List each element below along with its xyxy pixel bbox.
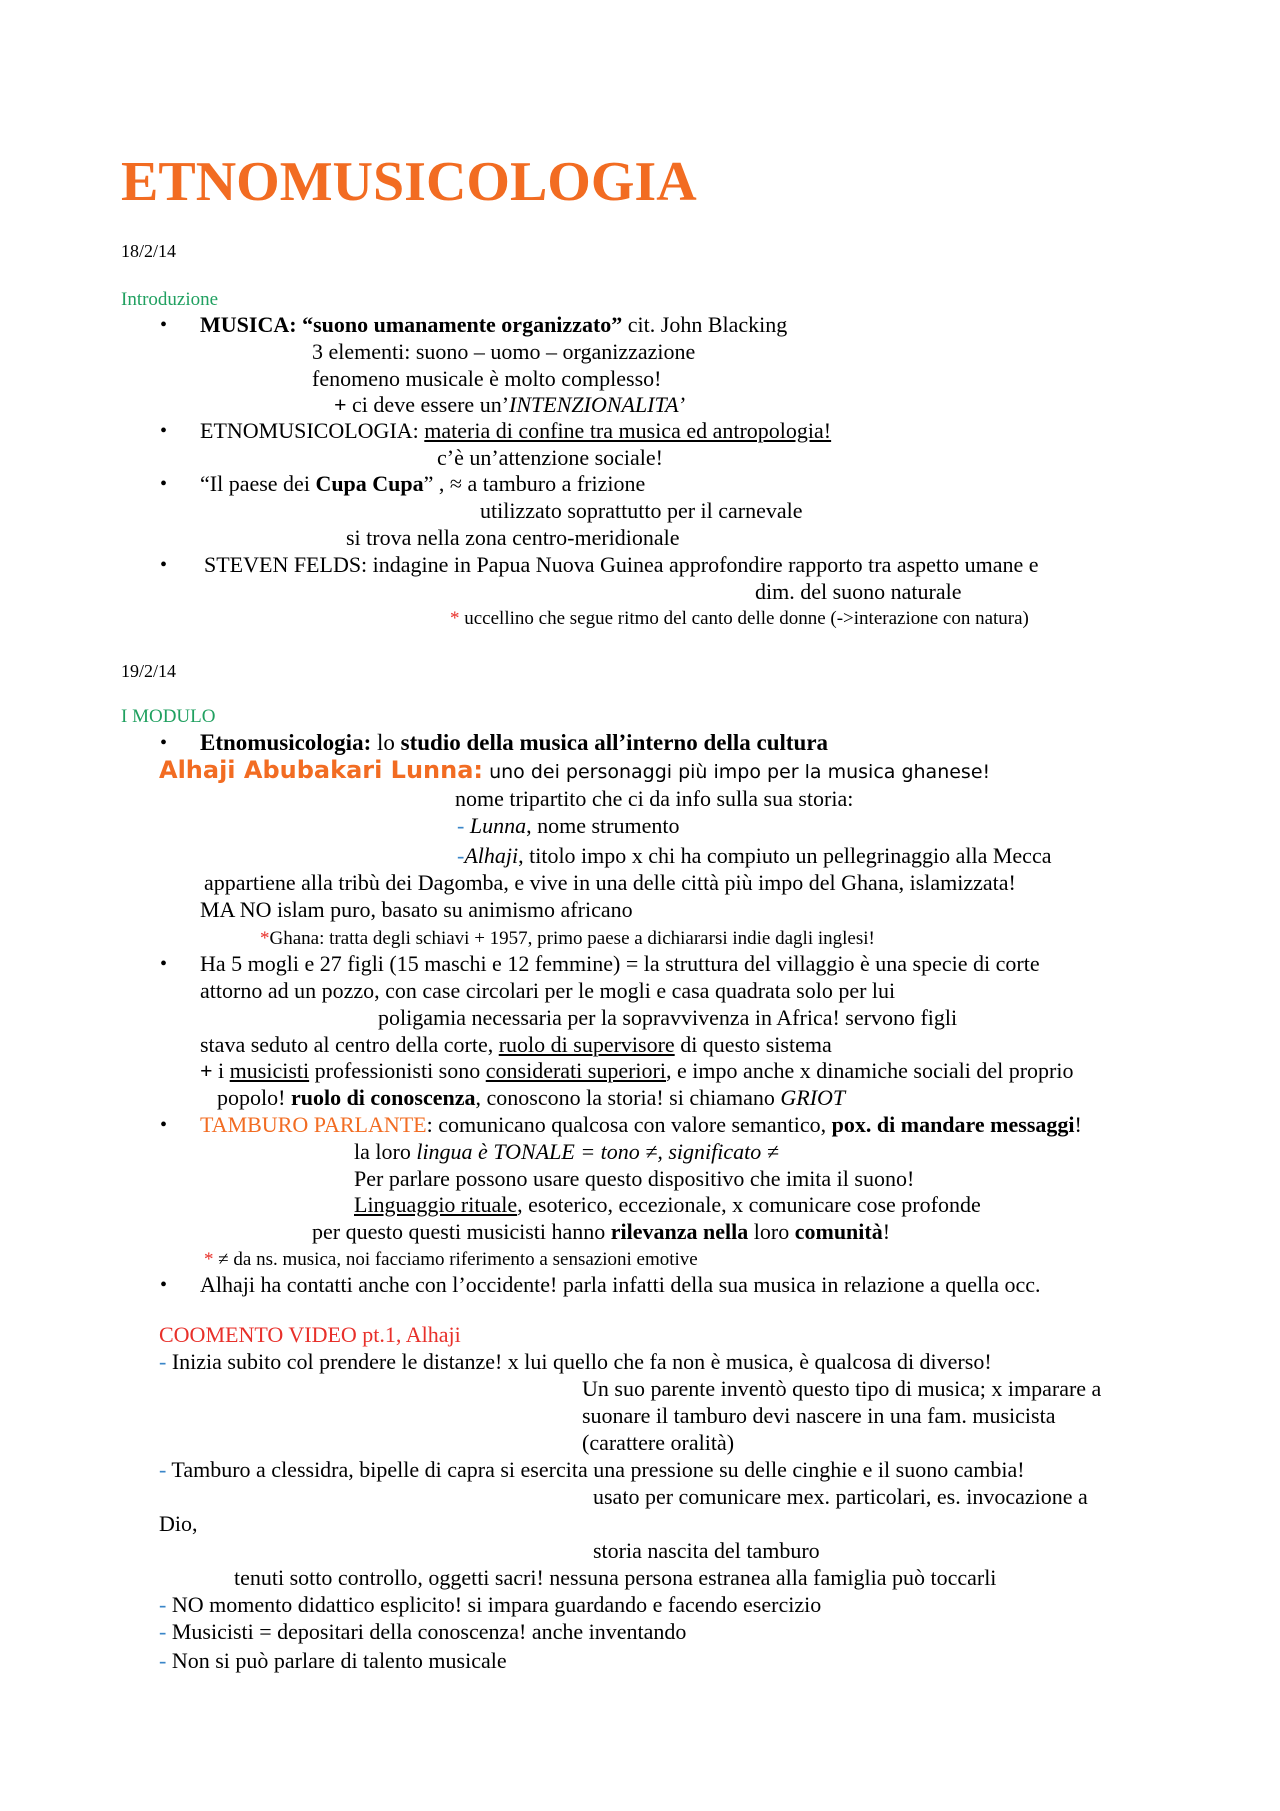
emotive-note-text: ≠ da ns. musica, noi facciamo riferimento a sensazioni emotive bbox=[213, 1249, 698, 1270]
mogli-l5c: professionisti sono bbox=[309, 1058, 486, 1083]
dash-marker: - bbox=[159, 1648, 167, 1673]
video-l7: Dio, bbox=[159, 1511, 198, 1536]
bullet-marker: • bbox=[160, 473, 168, 495]
section-heading-modulo: I MODULO bbox=[121, 706, 216, 727]
modulo-line bbox=[200, 730, 828, 756]
dash-marker: - bbox=[159, 1592, 167, 1617]
mogli-l4c: di questo sistema bbox=[674, 1032, 832, 1057]
tamburo-l5c: loro bbox=[748, 1219, 795, 1244]
video-l3: suonare il tamburo devi nascere in una fam. musicista bbox=[582, 1403, 1056, 1428]
etno-social: c’è un’attenzione sociale! bbox=[437, 445, 663, 470]
alhaji-name: Alhaji Abubakari Lunna: bbox=[159, 756, 484, 784]
alhaji-desc: uno dei personaggi più impo per la musica ghanese! bbox=[483, 761, 991, 783]
musicisti: musicisti bbox=[229, 1058, 310, 1083]
musica-complex: fenomeno musicale è molto complesso! bbox=[312, 366, 662, 391]
dash-marker: - bbox=[457, 813, 465, 838]
date-1: 18/2/14 bbox=[121, 241, 177, 261]
griot: GRIOT bbox=[780, 1085, 846, 1110]
cupa-a: “Il paese dei bbox=[200, 471, 316, 496]
alhaji-lunna-line bbox=[457, 813, 679, 839]
tamburo-l5a: per questo questi musicisti hanno bbox=[312, 1219, 611, 1244]
etno-definition: materia di confine tra musica ed antropologia! bbox=[424, 418, 832, 443]
asterisk-marker: * bbox=[260, 928, 270, 949]
video-l6: usato per comunicare mex. particolari, es. invocazione a bbox=[593, 1484, 1088, 1509]
rilevanza: rilevanza nella bbox=[610, 1219, 749, 1244]
dash-marker: - bbox=[159, 1619, 167, 1644]
asterisk-marker: * bbox=[450, 608, 460, 629]
cupa-zona: si trova nella zona centro-meridionale bbox=[346, 525, 680, 550]
musica-intent-line bbox=[334, 392, 685, 418]
mogli-l5a: i bbox=[212, 1058, 230, 1083]
alhaji-lunna-desc: , nome strumento bbox=[526, 813, 680, 838]
dash-marker: - bbox=[159, 1349, 167, 1374]
video-l1 bbox=[159, 1349, 992, 1375]
contatti-line: Alhaji ha contatti anche con l’occidente! parla infatti della sua musica in relazione a quella occ. bbox=[200, 1272, 1041, 1297]
musica-label: MUSICA: bbox=[200, 312, 297, 337]
video-l1-text: Inizia subito col prendere le distanze! x lui quello che fa non è musica, è qualcosa di diverso! bbox=[166, 1349, 992, 1374]
alhaji-nome: nome tripartito che ci da info sulla sua storia: bbox=[455, 786, 854, 811]
etno-label: ETNOMUSICOLOGIA bbox=[200, 418, 413, 443]
video-l2: Un suo parente inventò questo tipo di musica; x imparare a bbox=[582, 1376, 1102, 1401]
emotive-note bbox=[204, 1247, 698, 1273]
cupa-name: Cupa Cupa bbox=[315, 471, 424, 496]
ruolo-conoscenza: ruolo di conoscenza bbox=[290, 1085, 476, 1110]
tamburo-l2 bbox=[354, 1139, 779, 1165]
mogli-l4a: stava seduto al centro della corte, bbox=[200, 1032, 499, 1057]
alhaji-title: Alhaji bbox=[464, 843, 519, 868]
tamburo-label: TAMBURO PARLANTE bbox=[200, 1112, 427, 1137]
cupa-c: ” , ≈ a tamburo a frizione bbox=[423, 471, 646, 496]
mogli-l2: attorno ad un pozzo, con case circolari per le mogli e casa quadrata solo per lui bbox=[200, 978, 896, 1003]
alhaji-line bbox=[159, 757, 990, 785]
considerati-superiori: considerati superiori bbox=[485, 1058, 666, 1083]
bullet-marker: • bbox=[160, 314, 168, 336]
feld-note bbox=[450, 606, 1029, 632]
musica-intent-a: ci deve essere un’ bbox=[346, 392, 510, 417]
alhaji-dagomba: appartiene alla tribù dei Dagomba, e vive in una delle città più impo del Ghana, islamizzata! bbox=[204, 870, 1016, 895]
video-l11-text: Musicisti = depositari della conoscenza! anche inventando bbox=[166, 1619, 687, 1644]
bullet-marker: • bbox=[160, 554, 168, 576]
bullet-marker: • bbox=[160, 420, 168, 442]
mogli-l5e: , e impo anche x dinamiche sociali del proprio bbox=[665, 1058, 1074, 1083]
alhaji-islam: MA NO islam puro, basato su animismo africano bbox=[200, 897, 633, 922]
ghana-note bbox=[260, 926, 875, 952]
video-l9: tenuti sotto controllo, oggetti sacri! nessuna persona estranea alla famiglia può toccarli bbox=[234, 1565, 997, 1590]
etno-line bbox=[200, 418, 831, 444]
date-2: 19/2/14 bbox=[121, 661, 177, 681]
mogli-l4 bbox=[200, 1032, 832, 1058]
musica-elements: 3 elementi: suono – uomo – organizzazione bbox=[312, 339, 696, 364]
bullet-marker: • bbox=[160, 1274, 168, 1296]
bullet-marker: • bbox=[160, 1114, 168, 1136]
mogli-l3: poligamia necessaria per la sopravvivenza in Africa! servono figli bbox=[378, 1005, 958, 1030]
bullet-marker: • bbox=[160, 953, 168, 975]
alhaji-lunna: Lunna bbox=[469, 813, 527, 838]
tamburo-l4 bbox=[354, 1192, 981, 1218]
tamburo-l4b: , esoterico, eccezionale, x comunicare cose profonde bbox=[517, 1192, 981, 1217]
modulo-def: studio della musica all’interno della cultura bbox=[400, 730, 829, 755]
document-title: ETNOMUSICOLOGIA bbox=[121, 151, 697, 213]
modulo-label: Etnomusicologia: bbox=[200, 730, 372, 755]
mogli-l1: Ha 5 mogli e 27 figli (15 maschi e 12 femmine) = la struttura del villaggio è una specie di corte bbox=[200, 951, 1040, 976]
tamburo-l5 bbox=[312, 1219, 890, 1245]
video-l5-text: Tamburo a clessidra, bipelle di capra si esercita una pressione su delle cinghie e il suono cambia! bbox=[166, 1457, 1025, 1482]
video-l10-text: NO momento didattico esplicito! si impara guardando e facendo esercizio bbox=[166, 1592, 822, 1617]
etno-colon: : bbox=[412, 418, 425, 443]
cupa-line bbox=[200, 471, 645, 497]
feld-dim: dim. del suono naturale bbox=[755, 579, 962, 604]
musica-quote: “suono umanamente organizzato” bbox=[302, 312, 623, 337]
video-l12-text: Non si può parlare di talento musicale bbox=[166, 1648, 507, 1673]
tamburo-messaggi: pox. di mandare messaggi bbox=[831, 1112, 1075, 1137]
ruolo-supervisore: ruolo di supervisore bbox=[498, 1032, 675, 1057]
musica-line bbox=[200, 312, 787, 338]
dash-marker: - bbox=[457, 843, 465, 868]
video-l12 bbox=[159, 1648, 507, 1674]
cupa-carnevale: utilizzato soprattutto per il carnevale bbox=[480, 498, 803, 523]
tamburo-l2a: la loro bbox=[354, 1139, 417, 1164]
tamburo-d: ! bbox=[1074, 1112, 1082, 1137]
comunita: comunità bbox=[794, 1219, 883, 1244]
video-l5 bbox=[159, 1457, 1025, 1483]
asterisk-marker: * bbox=[204, 1249, 214, 1270]
plus-marker: + bbox=[200, 1058, 213, 1083]
tamburo-b: : comunicano qualcosa con valore semantico, bbox=[426, 1112, 832, 1137]
feld-note-text: uccellino che segue ritmo del canto delle donne (->interazione con natura) bbox=[459, 608, 1029, 629]
feld-line: STEVEN FELDS: indagine in Papua Nuova Guinea approfondire rapporto tra aspetto umane e bbox=[204, 552, 1039, 577]
bullet-marker: • bbox=[160, 732, 168, 754]
musica-cit: cit. John Blacking bbox=[622, 312, 788, 337]
linguaggio-rituale: Linguaggio rituale bbox=[354, 1192, 518, 1217]
alhaji-title-line bbox=[457, 843, 1051, 869]
mogli-l5 bbox=[200, 1058, 1073, 1084]
ghana-note-text: Ghana: tratta degli schiavi + 1957, primo paese a dichiararsi indie dagli inglesi! bbox=[269, 928, 875, 949]
video-l4: (carattere oralità) bbox=[582, 1430, 735, 1455]
mogli-l6 bbox=[217, 1085, 845, 1111]
dash-marker: - bbox=[159, 1457, 167, 1482]
tamburo-line bbox=[200, 1112, 1082, 1138]
video-l8: storia nascita del tamburo bbox=[593, 1538, 820, 1563]
tamburo-l3: Per parlare possono usare questo dispositivo che imita il suono! bbox=[354, 1166, 915, 1191]
video-l10 bbox=[159, 1592, 821, 1618]
mogli-l6c: , conoscono la storia! si chiamano bbox=[475, 1085, 781, 1110]
mogli-l6a: popolo! bbox=[217, 1085, 291, 1110]
lingua-tonale: lingua è TONALE = tono ≠, significato ≠ bbox=[416, 1139, 779, 1164]
video-heading: COOMENTO VIDEO pt.1, Alhaji bbox=[159, 1322, 461, 1347]
plus-marker: + bbox=[334, 392, 347, 417]
musica-intent-b: INTENZIONALITA’ bbox=[509, 392, 686, 417]
video-l11 bbox=[159, 1619, 686, 1645]
alhaji-title-desc: , titolo impo x chi ha compiuto un pellegrinaggio alla Mecca bbox=[518, 843, 1052, 868]
tamburo-l5e: ! bbox=[882, 1219, 891, 1244]
section-heading-introduzione: Introduzione bbox=[121, 289, 219, 310]
modulo-mid: lo bbox=[371, 730, 401, 755]
